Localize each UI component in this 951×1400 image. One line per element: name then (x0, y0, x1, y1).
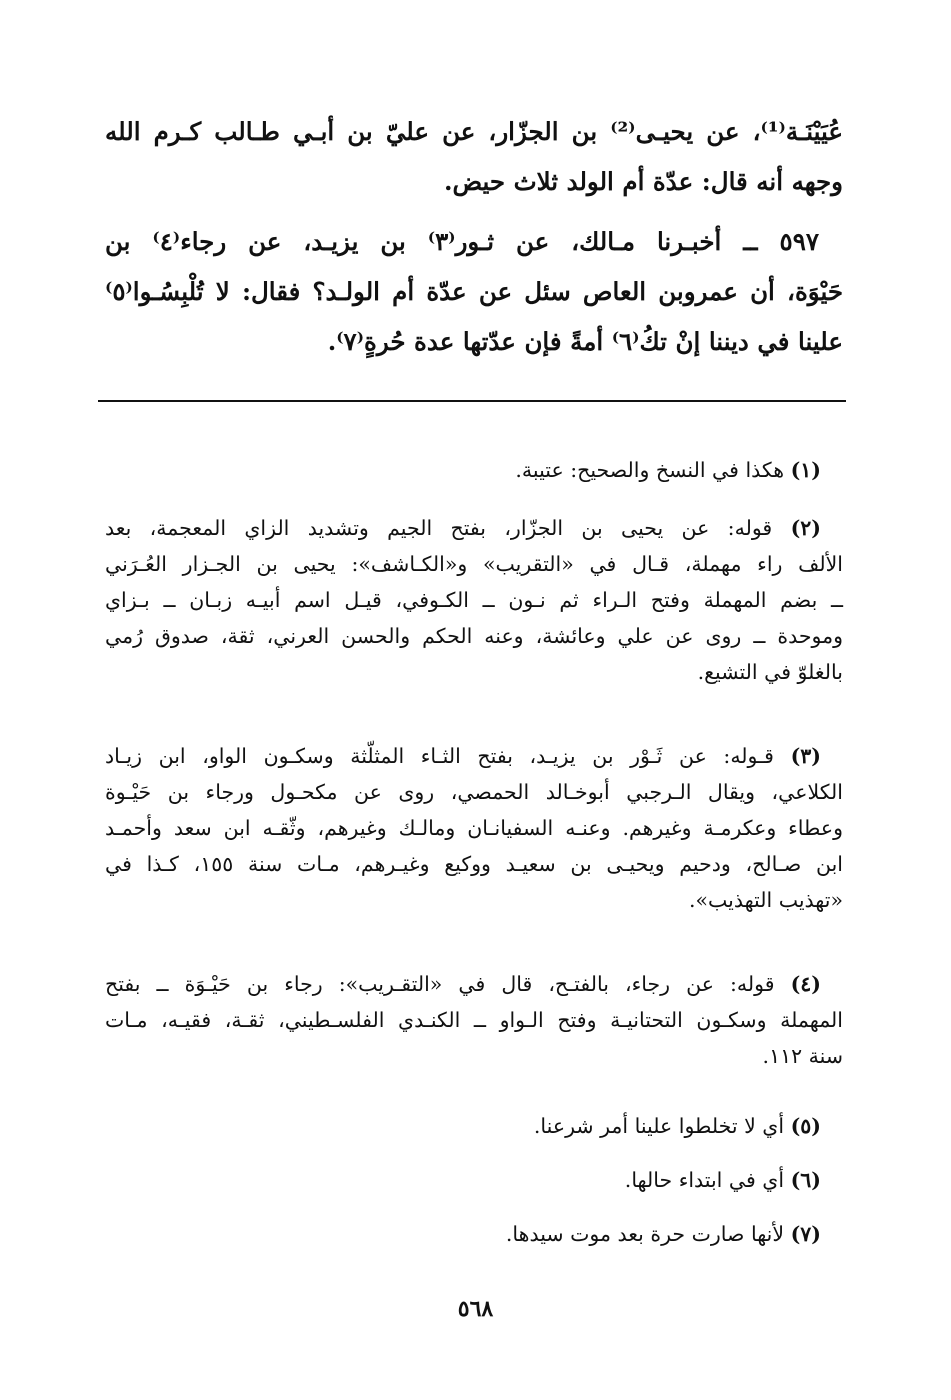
footnote-line: وموحدة ــ روى عن علي وعائشة، وعنه الحكم والحسن العرني، ثقة، صدوق رُمي (105, 624, 843, 648)
footnote-number: (١) (790, 458, 821, 482)
footnote-3 (105, 738, 821, 774)
footnote-5 (105, 1108, 821, 1144)
footnote-number: (٥) (790, 1114, 821, 1138)
main-paragraph-1 (105, 107, 843, 207)
footnote-number: (٢) (790, 516, 821, 540)
footnote-number: (٦) (790, 1168, 821, 1192)
main-line: وجهه أنه قال: عدّة أم الولد ثلاث حيض. (443, 167, 843, 196)
footnote-line: «تهذيب التهذيب». (688, 888, 843, 912)
footnote-text: هكذا في النسخ والصحيح: عتيبة. (515, 458, 785, 482)
footnote-text: أي لا تخلطوا علينا أمر شرعنا. (533, 1114, 785, 1138)
footnote-number: (٧) (790, 1222, 821, 1246)
footnote-line: وعطاء وعكرمـة وغيرهم. وعنـه السفيانـان ومالـك وغيرهم، وثّقـه ابن سعد وأحمـد (105, 816, 843, 840)
main-line: حَيْوَة، أن عمروبن العاص سئل عن عدّة أم الولـد؟ فقال: لا تُلْبِسُـوا⁽٥⁾ (105, 277, 843, 306)
footnote-line: بالغلوّ في التشيع. (697, 660, 843, 684)
footnote-4 (105, 966, 821, 1002)
footnote-2 (105, 510, 821, 546)
footnote-line: الألف راء مهملة، قـال في «التقريب» و«الكـاشف»: يحيى بن الجـزار العُـرَني (105, 552, 843, 576)
footnote-line: الكلاعي، ويقال الـرجبي أبوخـالد الحمصي، روى عن مكحـول ورجاء بن حَيْـوة (105, 780, 843, 804)
main-paragraph-2-cont (105, 267, 843, 367)
footnote-text: لأنها صارت حرة بعد موت سيدها. (505, 1222, 785, 1246)
footnote-3-cont (105, 774, 843, 918)
footnote-text: أي في ابتداء حالها. (624, 1168, 785, 1192)
footnote-4-cont (105, 1002, 843, 1074)
main-line: علينا في ديننا إنْ تكُ⁽٦⁾ أمةً فإن عدّتها عدة حُرةٍ⁽٧⁾. (327, 327, 843, 356)
footnote-number: (٤) (790, 972, 821, 996)
footnote-text: قـوله: عن ثَـوْر بن يزيـد، بفتح الثـاء المثلّثة وسكـون الواو، ابن زيـاد (105, 744, 774, 768)
page-number: ٥٦٨ (457, 1296, 494, 1322)
footnote-line: المهملة وسكـون التحتانيـة وفتح الـواو ــ الكنـدي الفلسـطيني، ثقـة، فقيـه، مـات (105, 1008, 843, 1032)
footnote-2-cont (105, 546, 843, 690)
footnote-number: (٣) (790, 744, 821, 768)
footnote-text: قوله: عن يحيى بن الجزّار، بفتح الجيم وتشديد الزاي المعجمة، بعد (105, 516, 773, 540)
footnote-7 (105, 1216, 821, 1252)
footnote-1 (105, 452, 821, 488)
footnote-line: ابن صـالح، ودحيم ويحيـى بن سعيـد ووكيع وغيـرهم، مـات سنة ١٥٥، كـذا في (105, 852, 843, 876)
main-line: عُيَيْنَـة⁽¹⁾، عن يحيـى⁽²⁾ بن الجزّار، عن عليّ بن أبـي طـالب كـرم الله (105, 117, 843, 146)
footnote-6 (105, 1162, 821, 1198)
footnote-separator-rule (98, 400, 846, 402)
main-paragraph-2 (105, 217, 819, 267)
footnote-line: ــ بضم المهملة وفتح الـراء ثم نـون ــ الكـوفي، قيـل اسم أبيـه زبـان ــ بـزاي (105, 588, 843, 612)
main-line: ٥٩٧ ــ أخبـرنا مـالك، عن ثـور⁽٣⁾ بن يزيـد، عن رجاء⁽٤⁾ بن (105, 227, 820, 256)
footnote-text: قوله: عن رجاء، بالفتـح، قال في «التقـريب»: رجاء بن حَيْـوَة ــ بفتح (105, 972, 775, 996)
footnote-line: سنة ١١٢. (762, 1044, 843, 1068)
